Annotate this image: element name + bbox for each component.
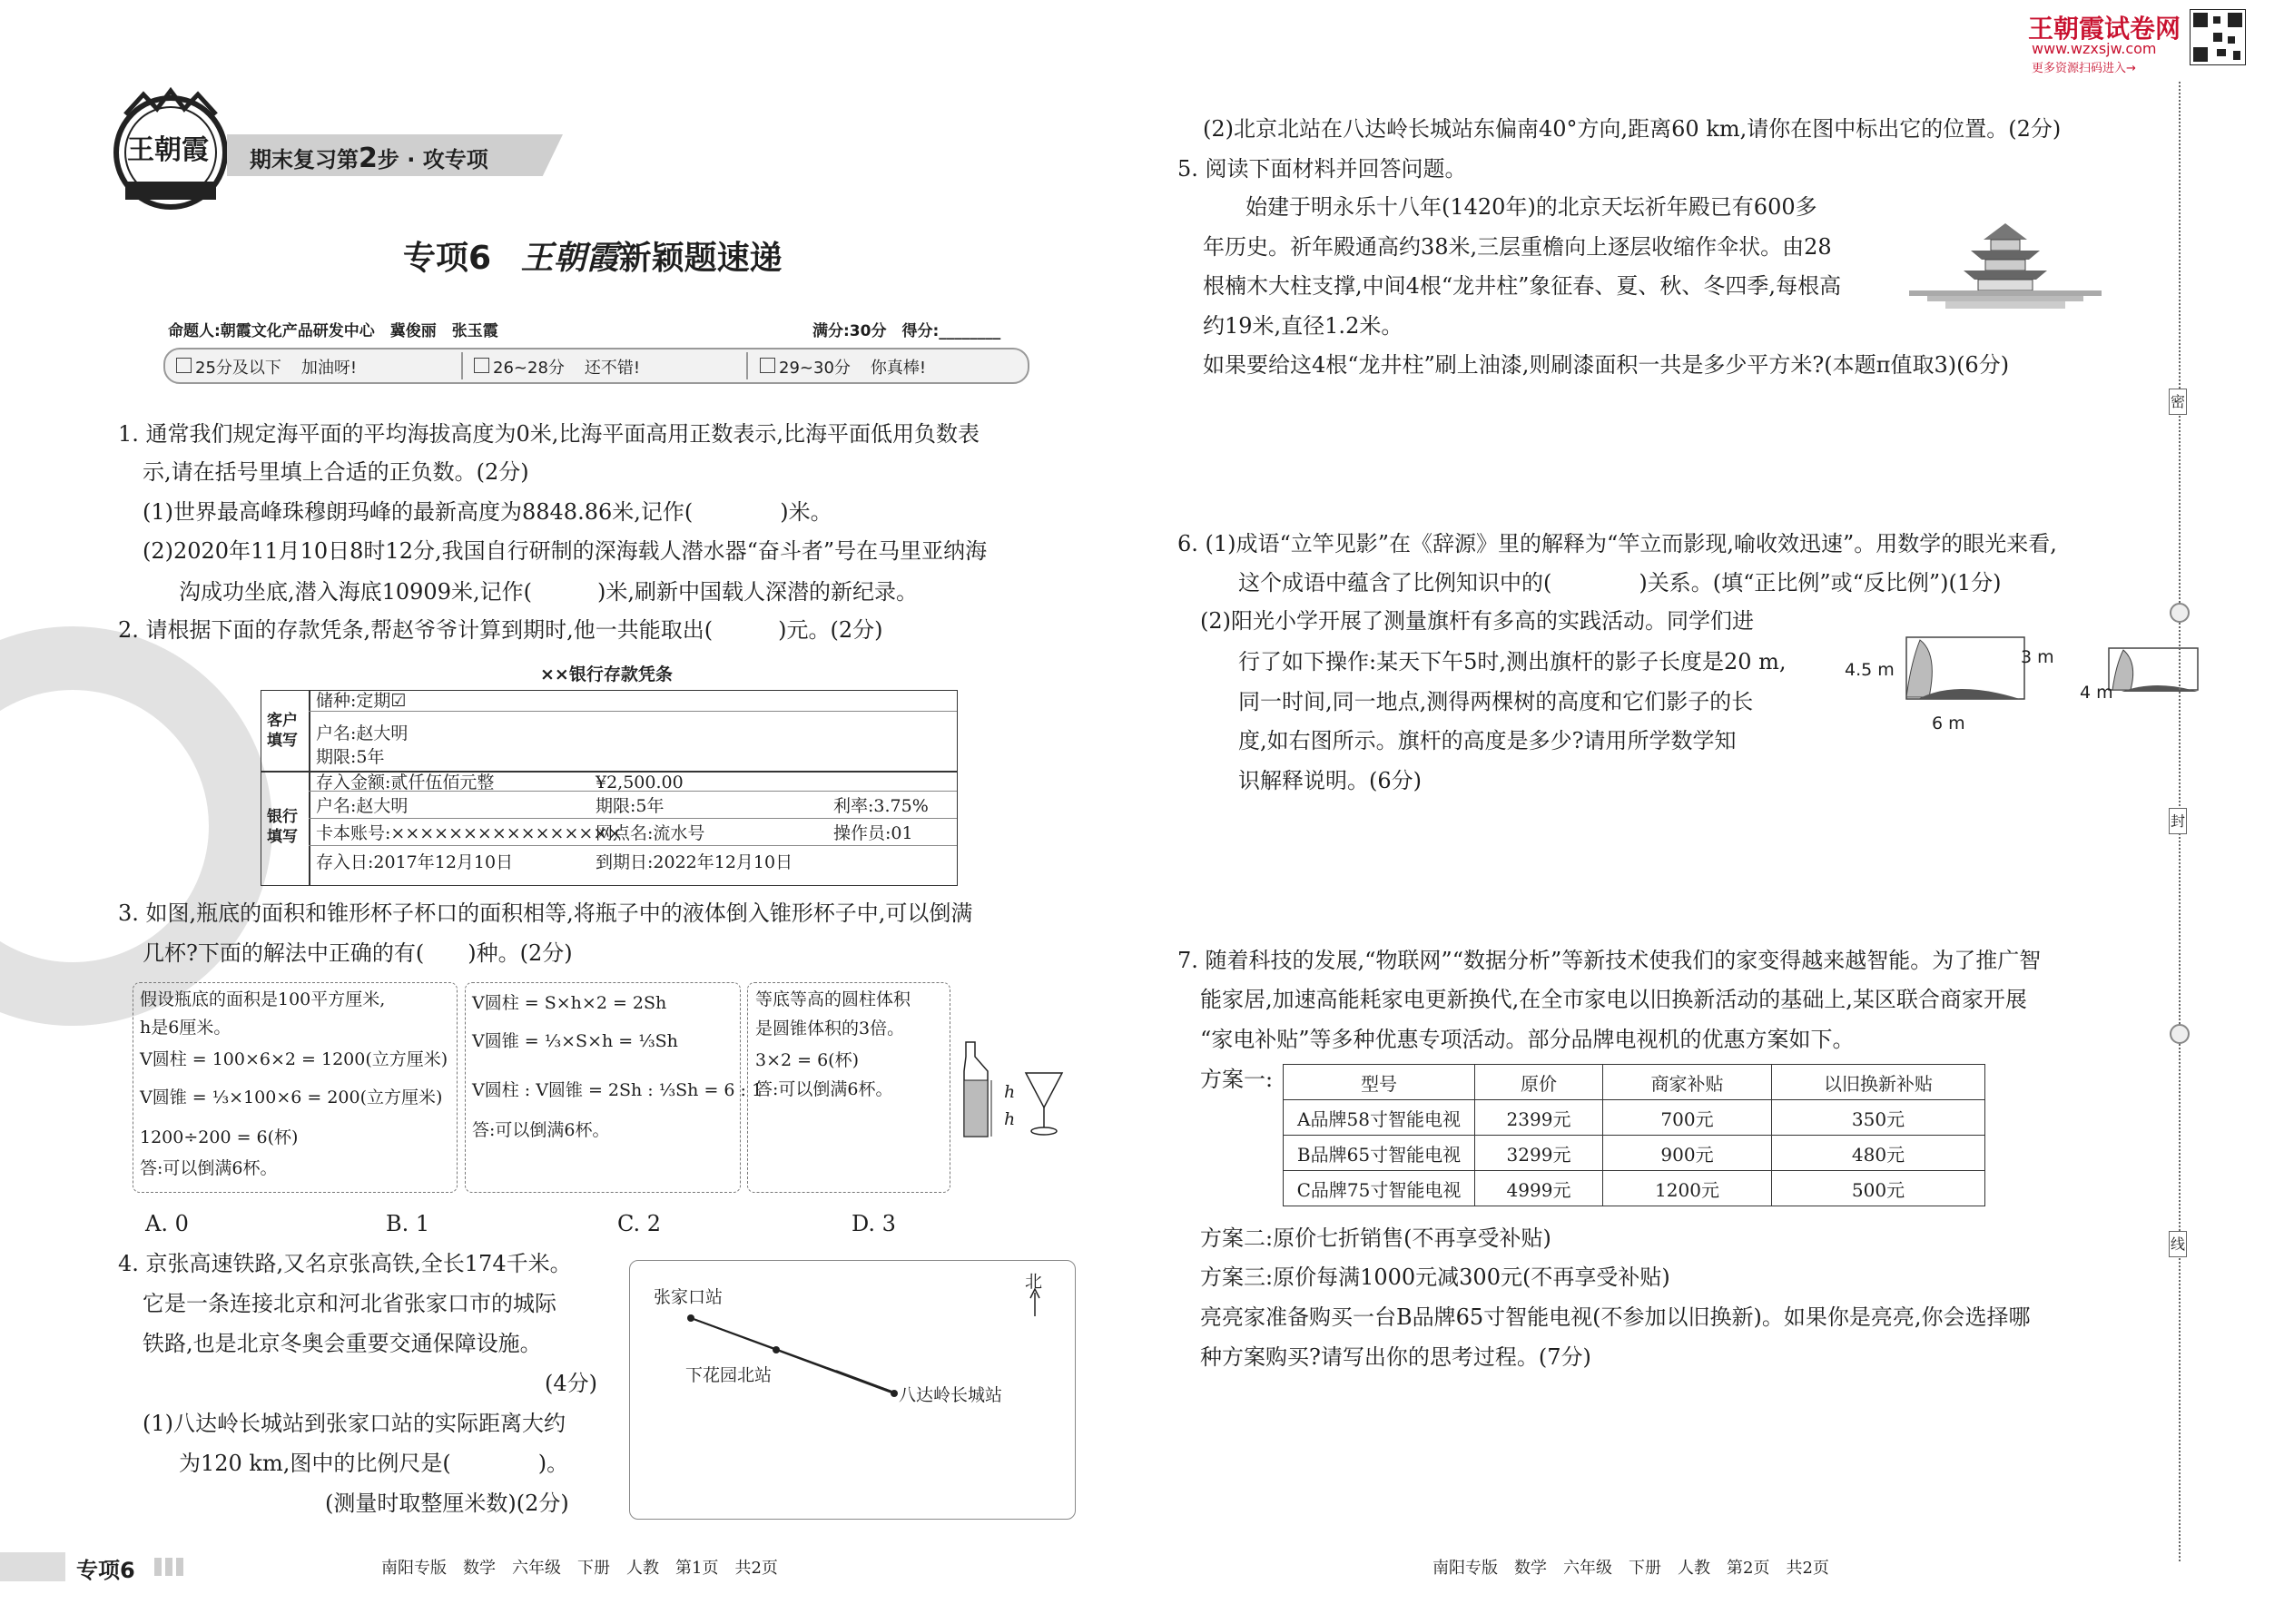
q5-passage: 始建于明永乐十八年(1420年)的北京天坛祈年殿已有600多	[1245, 194, 1817, 220]
footer-right: 南阳专版 数学 六年级 下册 人教 第2页 共2页	[1433, 1559, 1829, 1578]
q4-text: 4. 京张高速铁路,又名京张高铁,全长174千米。	[118, 1251, 572, 1276]
q1-text: 1. 通常我们规定海平面的平均海拔高度为0米,比海平面高用正数表示,比海平面低用负数表	[118, 421, 980, 447]
station-xiahuayuan-marker	[773, 1346, 780, 1353]
table-header-row: 型号 原价 商家补贴 以旧换新补贴	[1284, 1065, 1985, 1100]
table-row: C品牌75寸智能电视 4999元 1200元 500元	[1284, 1171, 1985, 1206]
rating-bar: 25分及以下 加油呀! 26~28分 还不错! 29~30分 你真棒!	[163, 348, 1029, 384]
q5-passage: 根楠木大柱支撑,中间4根“龙井柱”象征春、夏、秋、冬四季,每根高	[1203, 273, 1842, 299]
option-a[interactable]: A. 0	[145, 1211, 189, 1236]
q1-part2: 沟成功坐底,潜入海底10909米,记作( )米,刷新中国载人深潜的新纪录。	[179, 579, 918, 605]
q2-text: 2. 请根据下面的存款凭条,帮赵爷爷计算到期时,他一共能取出( )元。(2分)	[118, 617, 883, 643]
q6-part2: 行了如下操作:某天下午5时,测出旗杆的影子长度是20 m,	[1238, 649, 1787, 674]
north-label: 北	[1025, 1272, 1043, 1292]
checkbox-icon[interactable]	[176, 358, 192, 373]
q5-question: 如果要给这4根“龙井柱”刷上油漆,则刷漆面积一共是多少平方米?(本题π值取3)(6分)	[1203, 352, 2010, 378]
q5-text: 5. 阅读下面材料并回答问题。	[1177, 156, 1467, 182]
qr-code-icon[interactable]	[2190, 9, 2246, 65]
plan1-label: 方案一:	[1200, 1067, 1274, 1092]
checkbox-icon[interactable]	[760, 358, 775, 373]
cust-label: 客户填写	[267, 712, 298, 750]
q6-part2: 同一时间,同一地点,测得两棵树的高度和它们影子的长	[1238, 689, 1754, 714]
q7-text: 7. 随着科技的发展,“物联网”“数据分析”等新技术使我们的家变得越来越智能。为了推广智	[1177, 948, 2042, 973]
q4-part1: (1)八达岭长城站到张家口站的实际距离大约	[143, 1411, 566, 1436]
q4-part2: (2)北京北站在八达岭长城站东偏南40°方向,距离60 km,请你在图中标出它的位置。(2分)	[1203, 116, 2062, 142]
q6-part1: 6. (1)成语“立竿见影”在《辞源》里的解释为“竿立而影现,喻收效迅速”。用数学的眼光来看,	[1177, 531, 2057, 556]
station-zhangjiakou: 张家口站	[654, 1287, 724, 1307]
tree2-height: 3 m	[2021, 647, 2054, 667]
q6-part1: 这个成语中蕴含了比例知识中的( )关系。(填“正比例”或“反比例”)(1分)	[1238, 570, 2002, 595]
tree1-height: 4.5 m	[1845, 660, 1895, 680]
slip-title: ××银行存款凭条	[540, 664, 673, 684]
h-label: h	[1004, 1109, 1016, 1129]
q3-text: 3. 如图,瓶底的面积和锥形杯子杯口的面积相等,将瓶子中的液体倒入锥形杯子中,可以倒满	[118, 901, 973, 926]
tree2-shadow: 4 m	[2080, 683, 2113, 703]
score-box: 满分:30分 得分:________	[812, 322, 1001, 340]
q4-score: (4分)	[545, 1371, 597, 1396]
deposit-slip: 客户填写 银行填写 储种:定期☑ 户名:赵大明 期限:5年 存入金额:贰仟伍佰元整 ¥2,500.00 户名:赵大明 期限:5年 利率:3.75% 卡本账号:×××××××××××××××× 网点名:流水号 操作员:01 存入日:2017年12月10日 到期日:2022年12月10日	[261, 690, 958, 886]
q7-text: 能家居,加速高能耗家电更新换代,在全市家电以旧换新活动的基础上,某区联合商家开展	[1200, 987, 2027, 1012]
binding-char: 线	[2169, 1231, 2187, 1257]
option-b[interactable]: B. 1	[386, 1211, 430, 1236]
bank-label: 银行填写	[267, 808, 298, 846]
h-label: h	[1004, 1082, 1016, 1102]
tree1-shadow: 6 m	[1932, 714, 1965, 733]
q6-part2: 识解释说明。(6分)	[1238, 768, 1422, 793]
footer-left: 南阳专版 数学 六年级 下册 人教 第1页 共2页	[381, 1559, 778, 1578]
option-c[interactable]: C. 2	[617, 1211, 662, 1236]
q5-passage: 约19米,直径1.2米。	[1203, 313, 1403, 339]
q7-question: 亮亮家准备购买一台B品牌65寸智能电视(不参加以旧换新)。如果你是亮亮,你会选择哪	[1200, 1304, 2031, 1330]
q1-part2: (2)2020年11月10日8时12分,我国自行研制的深海载人潜水器“奋斗者”号在马里亚纳海	[143, 538, 988, 564]
temple-of-heaven-illustration	[1900, 220, 2111, 312]
table-row: B品牌65寸智能电视 3299元 900元 480元	[1284, 1136, 1985, 1171]
plan3: 方案三:原价每满1000元减300元(不再享受补贴)	[1200, 1265, 1670, 1290]
q7-question: 种方案购买?请写出你的思考过程。(7分)	[1200, 1344, 1591, 1370]
q6-part2: 度,如右图所示。旗杆的高度是多少?请用所学数学知	[1238, 728, 1737, 753]
q5-passage: 年历史。祈年殿通高约38米,三层重檐向上逐层收缩作伞状。由28	[1203, 234, 1832, 260]
footer-tag: 专项6	[76, 1558, 135, 1583]
tv-offer-table	[1283, 1064, 1985, 1206]
tree-shadow-figure	[1902, 626, 2238, 717]
q4-text: 它是一条连接北京和河北省张家口市的城际	[143, 1291, 556, 1316]
q4-text: 铁路,也是北京冬奥会重要交通保障设施。	[143, 1331, 542, 1356]
q4-part1: 为120 km,图中的比例尺是( )。	[179, 1451, 569, 1476]
binding-hole-icon	[2170, 1024, 2190, 1044]
q6-part2: (2)阳光小学开展了测量旗杆有多高的实践活动。同学们进	[1200, 608, 1754, 634]
q4-note: (测量时取整厘米数)(2分)	[325, 1491, 569, 1516]
q1-text: 示,请在括号里填上合适的正负数。(2分)	[143, 459, 529, 485]
site-name: 王朝霞试卷网	[2028, 14, 2181, 44]
authors: 命题人:朝霞文化产品研发中心 冀俊丽 张玉霞	[168, 322, 498, 340]
binding-hole-icon	[2170, 603, 2190, 623]
q3-text: 几杯?下面的解法中正确的有( )种。(2分)	[143, 940, 573, 966]
plan2: 方案二:原价七折销售(不再享受补贴)	[1200, 1225, 1551, 1251]
table-row: A品牌58寸智能电视 2399元 700元 350元	[1284, 1100, 1985, 1136]
option-d[interactable]: D. 3	[852, 1211, 896, 1236]
step-label: 期末复习第2步 · 攻专项	[250, 143, 488, 174]
station-xiahuayuan: 下花园北站	[685, 1365, 773, 1385]
station-badaling: 八达岭长城站	[899, 1385, 1003, 1405]
binding-char: 封	[2169, 808, 2187, 834]
checkbox-icon[interactable]	[474, 358, 489, 373]
logo-text: 王朝霞	[127, 134, 209, 166]
q1-part1: (1)世界最高峰珠穆朗玛峰的最新高度为8848.86米,记作( )米。	[143, 499, 832, 525]
site-url: www.wzxsjw.com	[2032, 40, 2157, 57]
page-title: 专项6 王朝霞新颖题速递	[403, 239, 783, 277]
station-badaling-marker	[891, 1390, 898, 1397]
q7-text: “家电补贴”等多种优惠专项活动。部分品牌电视机的优惠方案如下。	[1200, 1027, 1855, 1052]
site-note: 更多资源扫码进入→	[2032, 62, 2136, 75]
station-zhangjiakou-marker	[687, 1314, 694, 1322]
binding-char: 密	[2169, 389, 2187, 415]
